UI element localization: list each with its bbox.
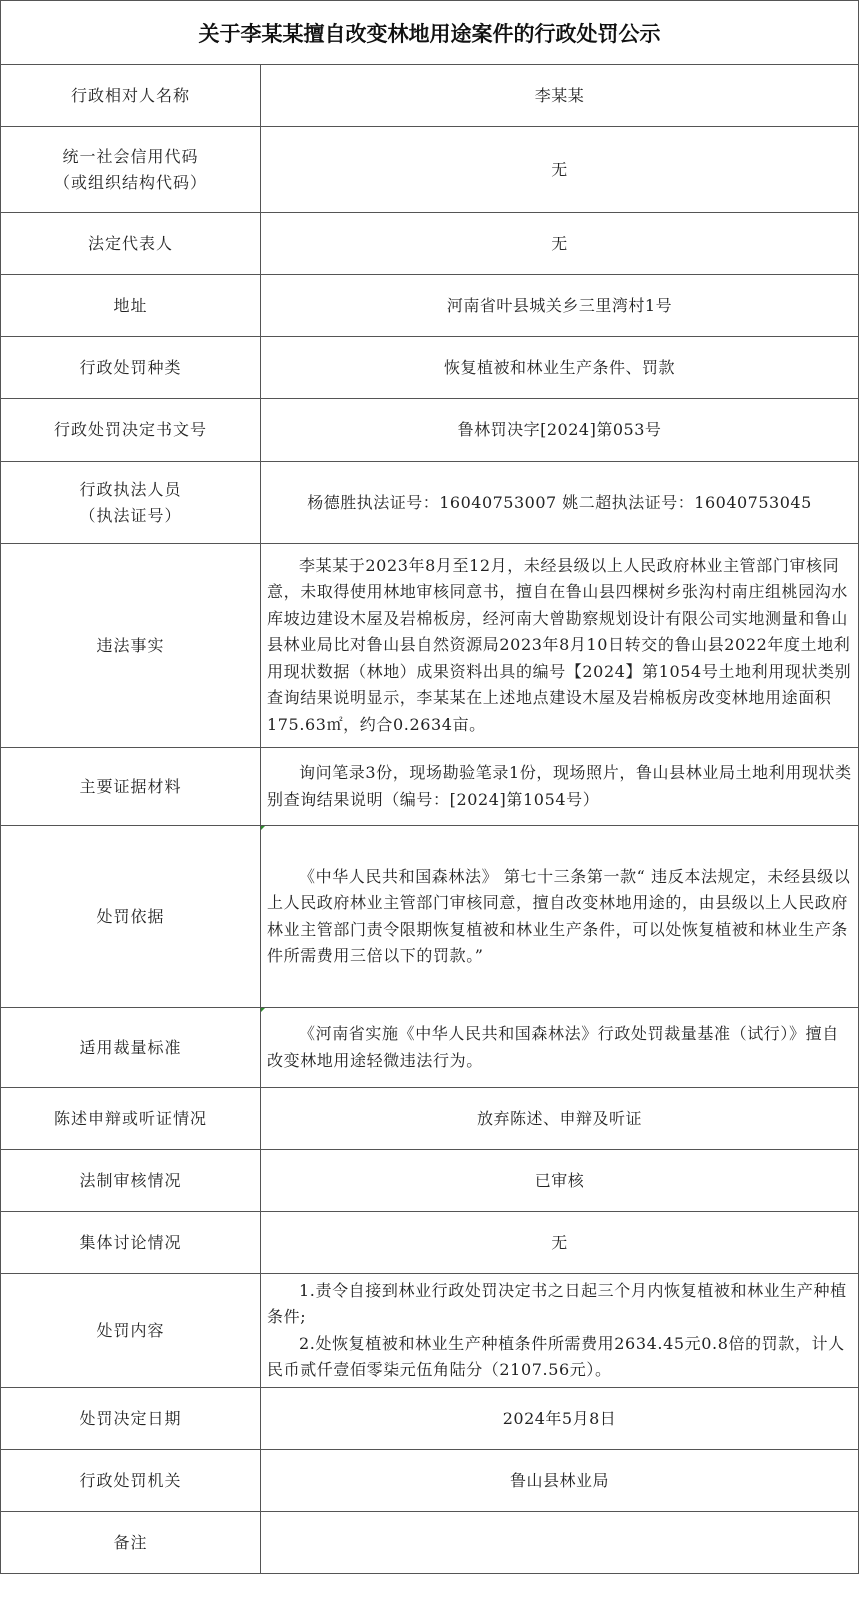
table-row — [1, 127, 859, 213]
row-label: 处罚依据 — [1, 826, 261, 1008]
paragraph-text: 《河南省实施《中华人民共和国森林法》行政处罚裁量基准（试行）》擅自改变林地用途轻微违法行为。 — [267, 1024, 839, 1070]
row-label: 集体讨论情况 — [1, 1212, 261, 1274]
penalty-info-table — [0, 64, 859, 1574]
table-row — [1, 1088, 859, 1150]
paragraph-text: 1.责令自接到林业行政处罚决定书之日起三个月内恢复植被和林业生产种植条件; — [267, 1280, 847, 1326]
table-row — [1, 275, 859, 337]
table-row — [1, 1450, 859, 1512]
row-value: 鲁山县林业局 — [261, 1450, 859, 1512]
table-row — [1, 1388, 859, 1450]
table-row — [1, 462, 859, 544]
row-label: 行政处罚种类 — [1, 337, 261, 399]
row-label: 处罚内容 — [1, 1274, 261, 1388]
row-label: 行政处罚决定书文号 — [1, 399, 261, 462]
row-value: 恢复植被和林业生产条件、罚款 — [261, 337, 859, 399]
row-label: 适用裁量标准 — [1, 1008, 261, 1088]
cell-corner-mark — [261, 826, 265, 830]
row-value: 无 — [261, 213, 859, 275]
row-label-line: 行政执法人员 — [79, 479, 182, 499]
paragraph-text: 询问笔录3份，现场勘验笔录1份，现场照片，鲁山县林业局土地利用现状类别查询结果说明（编号：[2024]第1054号） — [267, 763, 852, 809]
row-label — [1, 127, 261, 213]
table-row — [1, 1212, 859, 1274]
row-paragraph — [261, 826, 859, 1008]
table-row — [1, 65, 859, 127]
table-row — [1, 399, 859, 462]
row-value: 杨德胜执法证号：16040753007 姚二超执法证号：16040753045 — [261, 462, 859, 544]
table-row — [1, 544, 859, 748]
row-label: 法制审核情况 — [1, 1150, 261, 1212]
table-row — [1, 1274, 859, 1388]
row-label: 违法事实 — [1, 544, 261, 748]
row-label — [1, 462, 261, 544]
row-value: 鲁林罚决字[2024]第053号 — [261, 399, 859, 462]
row-value: 2024年5月8日 — [261, 1388, 859, 1450]
cell-corner-mark — [261, 1008, 265, 1012]
row-value: 无 — [261, 127, 859, 213]
row-label: 处罚决定日期 — [1, 1388, 261, 1450]
row-label: 行政处罚机关 — [1, 1450, 261, 1512]
row-value — [261, 1512, 859, 1574]
paragraph-text: 2.处恢复植被和林业生产种植条件所需费用2634.45元0.8倍的罚款，计人民币贰仟壹佰零柒元伍角陆分（2107.56元）。 — [267, 1333, 845, 1379]
table-row — [1, 748, 859, 826]
table-row — [1, 1008, 859, 1088]
row-value: 无 — [261, 1212, 859, 1274]
row-label-line: 统一社会信用代码 — [62, 146, 199, 166]
row-label: 地址 — [1, 275, 261, 337]
table-row — [1, 213, 859, 275]
row-label: 备注 — [1, 1512, 261, 1574]
row-label: 主要证据材料 — [1, 748, 261, 826]
row-value: 放弃陈述、申辩及听证 — [261, 1088, 859, 1150]
row-paragraph — [261, 1008, 859, 1088]
row-paragraph — [261, 748, 859, 826]
document-title: 关于李某某擅自改变林地用途案件的行政处罚公示 — [0, 0, 859, 64]
paragraph-text: 《中华人民共和国森林法》 第七十三条第一款“ 违反本法规定，未经县级以上人民政府林业主管部门审核同意，擅自改变林地用途的，由县级以上人民政府林业主管部门责令限期恢复植被和林业生产条件，可以处恢复植被和林业生产条件所需费用三倍以下的罚款。” — [267, 866, 851, 965]
table-row — [1, 826, 859, 1008]
row-label: 行政相对人名称 — [1, 65, 261, 127]
row-label-line: （执法证号） — [79, 505, 182, 525]
row-paragraph — [261, 1274, 859, 1388]
row-value: 河南省叶县城关乡三里湾村1号 — [261, 275, 859, 337]
row-label: 陈述申辩或听证情况 — [1, 1088, 261, 1150]
table-row — [1, 1512, 859, 1574]
row-label: 法定代表人 — [1, 213, 261, 275]
row-label-line: （或组织结构代码） — [53, 172, 207, 192]
paragraph-text: 李某某于2023年8月至12月，未经县级以上人民政府林业主管部门审核同意，未取得使用林地审核同意书，擅自在鲁山县四棵树乡张沟村南庄组桃园沟水库坡边建设木屋及岩棉板房，经河南大曾勘察规划设计有限公司实地测量和鲁山县林业局比对鲁山县自然资源局2023年8月10日转交的鲁山县2022年度土地利用现状数据（林地）成果资料出具的编号【2024】第1054号土地利用现状类别查询结果说明显示，李某某在上述地点建设木屋及岩棉板房改变林地用途面积175.63㎡，约合0.2634亩。 — [267, 555, 852, 734]
table-row — [1, 1150, 859, 1212]
row-value: 李某某 — [261, 65, 859, 127]
row-value: 已审核 — [261, 1150, 859, 1212]
row-paragraph — [261, 544, 859, 748]
table-row — [1, 337, 859, 399]
